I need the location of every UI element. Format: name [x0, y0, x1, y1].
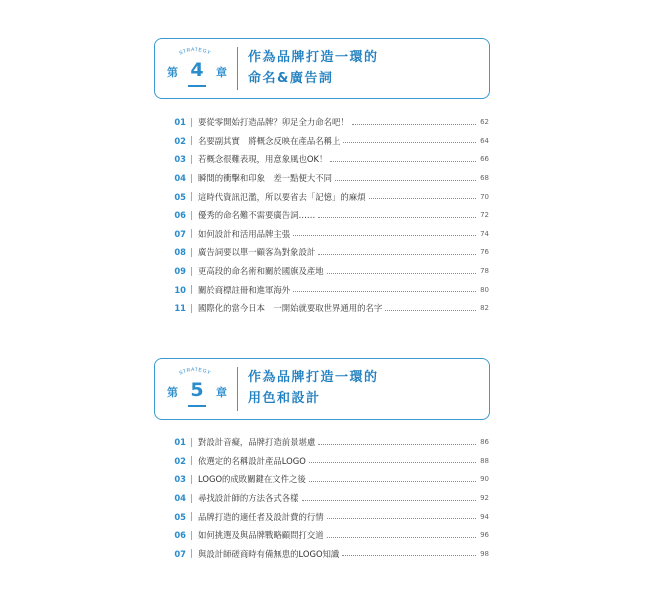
- entry-number: 03: [174, 154, 186, 165]
- entry-separator: [191, 136, 192, 145]
- entry-title: 品牌打造的適任者及設計費的行情: [198, 511, 324, 522]
- entry-number: 05: [174, 511, 186, 522]
- entry-page: 88: [480, 456, 489, 465]
- entry-separator: [191, 248, 192, 257]
- entry-page: 74: [480, 229, 489, 238]
- chapter-badge: [155, 39, 235, 98]
- toc-entry[interactable]: [171, 299, 489, 318]
- number-underline: [188, 405, 206, 407]
- strategy-arc-label: [173, 44, 217, 58]
- entry-number: 01: [174, 117, 186, 128]
- entry-number: 07: [174, 228, 186, 239]
- toc-entry[interactable]: [171, 262, 489, 281]
- toc-entry[interactable]: [171, 489, 489, 508]
- entry-separator: [191, 285, 192, 294]
- dot-leader: [369, 198, 477, 199]
- chapter-4-header: [154, 38, 490, 99]
- dot-leader: [352, 124, 476, 125]
- entry-page: 78: [480, 267, 489, 276]
- dot-leader: [309, 481, 476, 482]
- svg-text:STRATEGY: STRATEGY: [178, 46, 212, 57]
- entry-page: 68: [480, 174, 489, 183]
- dot-leader: [293, 235, 476, 236]
- entry-page: 76: [480, 248, 489, 257]
- strategy-arc-label: [173, 364, 217, 378]
- entry-number: 04: [174, 173, 186, 184]
- entry-page: 86: [480, 438, 489, 447]
- toc-entry[interactable]: [171, 433, 489, 452]
- entry-title: 關於商標註冊和進軍海外: [198, 284, 291, 295]
- entry-title: 這時代資訊氾濫，所以要省去「記憶」的麻煩: [198, 191, 366, 202]
- entry-number: 07: [174, 548, 186, 559]
- chapter-title-line-1: 作為品牌打造一環的: [248, 370, 379, 385]
- entry-title: 要從零開始打造品牌？卯足全力命名吧！: [198, 117, 349, 128]
- entry-title: 更高段的命名術和關於國旗及產地: [198, 266, 324, 277]
- number-underline: [188, 85, 206, 87]
- entry-title: 廣告詞要以單一顧客為對象設計: [198, 247, 316, 258]
- entry-title: 如何設計和活用品牌主張: [198, 228, 291, 239]
- chapter-number: 5: [190, 379, 204, 401]
- chapter-number: 4: [190, 59, 204, 81]
- toc-entry[interactable]: [171, 452, 489, 471]
- toc-entry[interactable]: [171, 113, 489, 132]
- dot-leader: [385, 310, 476, 311]
- entry-title: 如何挑選及與品牌戰略顧問打交道: [198, 530, 324, 541]
- entry-separator: [191, 174, 192, 183]
- entry-number: 06: [174, 210, 186, 221]
- entry-title: 尋找設計師的方法各式各樣: [198, 493, 299, 504]
- toc-entry[interactable]: [171, 206, 489, 225]
- chapter-title-line-1: 作為品牌打造一環的: [248, 50, 379, 65]
- dot-leader: [302, 500, 477, 501]
- toc-entry[interactable]: [171, 169, 489, 188]
- dot-leader: [327, 518, 476, 519]
- entry-title: 名要副其實 將概念反映在產品名稱上: [198, 135, 341, 146]
- entry-number: 01: [174, 437, 186, 448]
- entry-number: 04: [174, 493, 186, 504]
- entry-title: 國際化的當今日本 一開始就要取世界通用的名字: [198, 303, 383, 314]
- chapter-title: [248, 47, 379, 89]
- entry-number: 08: [174, 247, 186, 258]
- toc-entry[interactable]: [171, 150, 489, 169]
- toc-entry[interactable]: [171, 470, 489, 489]
- divider: [237, 47, 238, 90]
- dot-leader: [309, 462, 476, 463]
- entry-separator: [191, 267, 192, 276]
- entry-page: 70: [480, 192, 489, 201]
- entry-separator: [191, 475, 192, 484]
- entry-separator: [191, 155, 192, 164]
- entry-separator: [191, 304, 192, 313]
- entry-separator: [191, 211, 192, 220]
- entry-separator: [191, 531, 192, 540]
- dot-leader: [342, 555, 476, 556]
- entry-page: 72: [480, 211, 489, 220]
- entry-page: 66: [480, 155, 489, 164]
- entry-title: 若概念很難表現，用意象風也OK！: [198, 154, 328, 165]
- entry-separator: [191, 229, 192, 238]
- entry-title: 優秀的命名難不需要廣告詞……: [198, 210, 316, 221]
- chapter-title: [248, 367, 379, 409]
- chapter-suffix: 章: [215, 386, 227, 399]
- entry-title: LOGO的成敗關鍵在文件之後: [198, 474, 306, 485]
- chapter-prefix: 第: [167, 386, 178, 399]
- toc-entry[interactable]: [171, 243, 489, 262]
- chapter-5-contents: [171, 433, 489, 563]
- entry-title: 對設計音癡，品牌打造前景堪慮: [198, 437, 316, 448]
- entry-title: 瞬間的衝擊和印象 差一點便大不同: [198, 173, 332, 184]
- entry-separator: [191, 438, 192, 447]
- entry-number: 05: [174, 191, 186, 202]
- entry-separator: [191, 456, 192, 465]
- dot-leader: [330, 161, 476, 162]
- chapter-title-line-2: 用色和設計: [248, 391, 321, 406]
- toc-entry[interactable]: [171, 280, 489, 299]
- entry-page: 80: [480, 285, 489, 294]
- toc-entry[interactable]: [171, 545, 489, 564]
- entry-separator: [191, 118, 192, 127]
- entry-number: 06: [174, 530, 186, 541]
- svg-text:STRATEGY: STRATEGY: [178, 366, 212, 377]
- divider: [237, 367, 238, 411]
- dot-leader: [335, 180, 476, 181]
- dot-leader: [318, 444, 476, 445]
- toc-entry[interactable]: [171, 507, 489, 526]
- entry-number: 02: [174, 135, 186, 146]
- entry-page: 90: [480, 475, 489, 484]
- entry-page: 64: [480, 136, 489, 145]
- toc-entry[interactable]: [171, 225, 489, 244]
- dot-leader: [318, 254, 476, 255]
- entry-separator: [191, 192, 192, 201]
- toc-entry[interactable]: [171, 526, 489, 545]
- entry-page: 62: [480, 118, 489, 127]
- entry-title: 依選定的名稱設計產品LOGO: [198, 455, 306, 466]
- chapter-suffix: 章: [215, 66, 227, 79]
- entry-separator: [191, 549, 192, 558]
- toc-entry[interactable]: [171, 187, 489, 206]
- chapter-4-contents: [171, 113, 489, 318]
- entry-page: 94: [480, 512, 489, 521]
- entry-page: 92: [480, 494, 489, 503]
- dot-leader: [293, 291, 476, 292]
- entry-number: 10: [174, 284, 186, 295]
- toc-entry[interactable]: [171, 132, 489, 151]
- entry-page: 82: [480, 304, 489, 313]
- entry-title: 與設計師磋商時有備無患的LOGO知識: [198, 548, 340, 559]
- entry-number: 02: [174, 455, 186, 466]
- dot-leader: [327, 273, 476, 274]
- chapter-5-header: [154, 358, 490, 420]
- entry-number: 09: [174, 266, 186, 277]
- chapter-prefix: 第: [167, 66, 178, 79]
- dot-leader: [327, 537, 476, 538]
- chapter-badge: [155, 359, 235, 419]
- dot-leader: [318, 217, 476, 218]
- entry-separator: [191, 512, 192, 521]
- chapter-title-line-2: 命名&廣告詞: [248, 71, 334, 86]
- entry-number: 03: [174, 474, 186, 485]
- dot-leader: [343, 142, 476, 143]
- entry-separator: [191, 494, 192, 503]
- entry-page: 96: [480, 531, 489, 540]
- entry-page: 98: [480, 549, 489, 558]
- entry-number: 11: [174, 303, 186, 314]
